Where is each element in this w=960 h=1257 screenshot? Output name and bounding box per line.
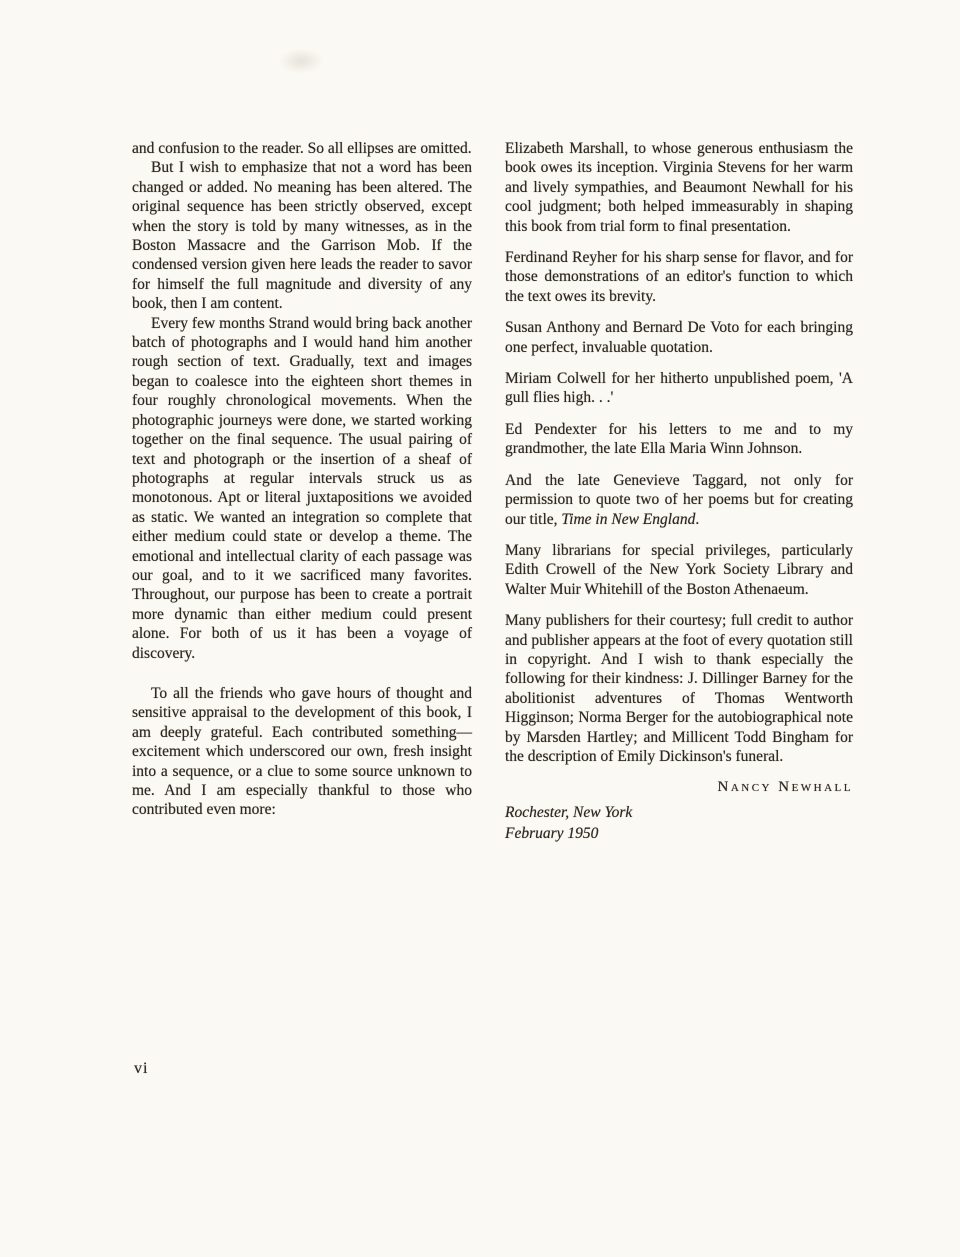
acknowledgment-paragraph: Elizabeth Marshall, to whose generous enthusiasm the book owes its inception. Virginia Stevens for her warm and lively sympathies, and Beaumont Newhall for his cool judgment; both helped immeasurably in shaping this book from trial form to final presentation. <box>505 140 853 235</box>
left-text-column <box>132 139 472 820</box>
scan-smudge <box>278 48 324 74</box>
acknowledgment-paragraph: Ed Pendexter for his letters to me and to my grandmother, the late Ella Maria Winn Johnson. <box>505 420 853 458</box>
acknowledgment-paragraph-taggard <box>505 471 853 529</box>
paragraph: Every few months Strand would bring back another batch of photographs and I would hand him another rough section of text. Gradually, text and images began to coalesce into the eighteen short themes in four roughly chronological movements. When the photographic journeys were done, we started working together on the final sequence. The usual pairing of text and photograph or the insertion of a sheaf of photographs at regular intervals struck us as monotonous. Apt or literal juxtapositions we avoided as static. We wanted an integration so complete that either medium could state or develop a theme. The emotional and intellectual clarity of each passage was our goal, and to it we sacrificed many favorites. Throughout, our purpose has been to create a portrait more dynamic than either medium could present alone. For both of us it has been a voyage of discovery. <box>132 314 472 662</box>
acknowledgment-paragraph: Susan Anthony and Bernard De Voto for each bringing one perfect, invaluable quotation. <box>505 319 853 356</box>
taggard-text-after: . <box>695 510 700 528</box>
taggard-text-before: And the late Genevieve Taggard, not only for permission to quote two of her poems but for creating our title, <box>505 471 853 528</box>
signature-date: February 1950 <box>505 824 599 842</box>
paragraph-continuation: and confusion to the reader. So all ellipses are omitted. <box>132 140 472 157</box>
author-signature: Nancy Newhall <box>717 779 853 796</box>
book-title-italic: Time in New England <box>561 510 696 528</box>
page-number: vi <box>134 1060 149 1077</box>
acknowledgment-paragraph: Many librarians for special privileges, particularly Edith Crowell of the New York Society Library and Walter Muir Whitehill of the Boston Athenaeum. <box>505 541 853 598</box>
acknowledgment-paragraph: Many publishers for their courtesy; full credit to author and publisher appears at the foot of every quotation still in copyright. And I wish to thank especially the following for their kindness: J. Dillinger Barney for the abolitionist adventures of Thomas Wentworth Higginson; Norma Berger for the autobiographical note by Marsden Hartley; and Millicent Todd Bingham for the description of Emily Dickinson's funeral. <box>505 612 853 765</box>
paragraph: But I wish to emphasize that not a word has been changed or added. No meaning has been altered. The original sequence has been strictly observed, except when the story is told by many witnesses, as in the Boston Massacre and the Garrison Mob. If the condensed version given here leads the reader to savor for himself the full magnitude and diversity of any book, then I am content. <box>132 159 472 313</box>
paragraph: To all the friends who gave hours of thought and sensitive appraisal to the development of this book, I am deeply grateful. Each contributed something—excitement which underscored our own, fresh insight into a sequence, or a clue to some source unknown to me. And I am especially thankful to those who contributed even more: <box>132 684 472 819</box>
right-text-column <box>505 139 853 844</box>
acknowledgment-paragraph: Miriam Colwell for her hitherto unpublished poem, 'A gull flies high. . .' <box>505 370 853 407</box>
acknowledgment-paragraph: Ferdinand Reyher for his sharp sense for flavor, and for those demonstrations of an editor's function to which the text owes its brevity. <box>505 249 853 305</box>
signature-place: Rochester, New York <box>505 803 633 821</box>
